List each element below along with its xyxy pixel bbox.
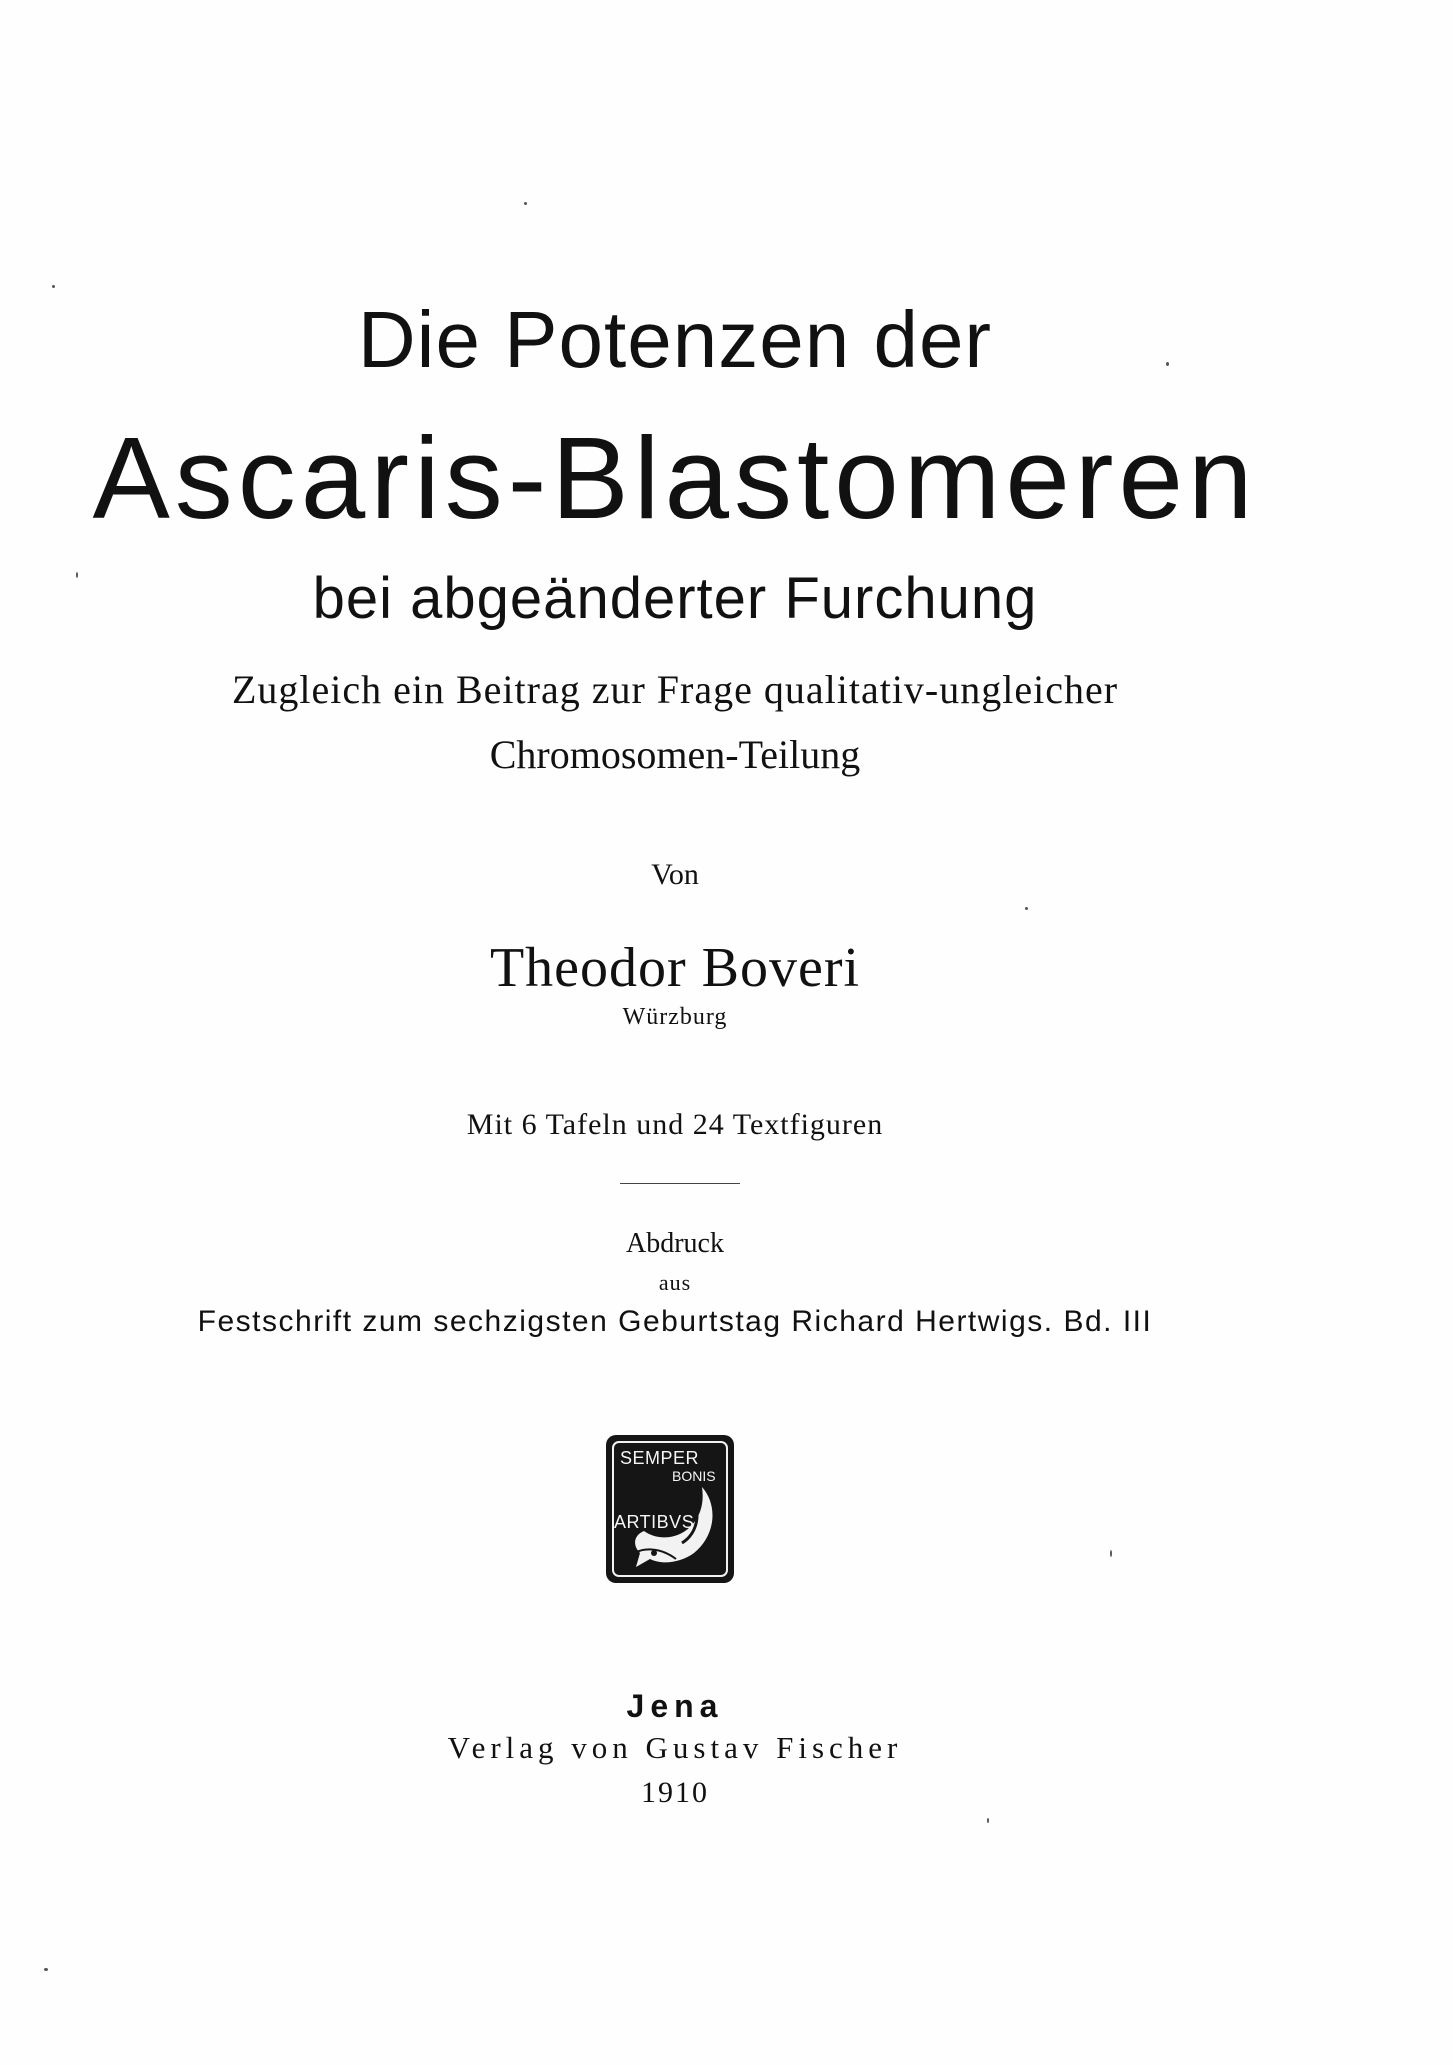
- printer-mark-motto-1: SEMPER: [620, 1448, 700, 1468]
- printer-mark-motto-2: BONIS: [672, 1468, 716, 1484]
- paper-speck: [1110, 1550, 1112, 1557]
- imprint-year: 1910: [641, 1776, 709, 1809]
- printer-mark-motto-3: ARTIBVS: [614, 1512, 695, 1532]
- author-place: Würzburg: [622, 1004, 728, 1030]
- imprint-city: Jena: [626, 1688, 724, 1724]
- divider-rule: [620, 1183, 740, 1184]
- imprint-publisher: Verlag von Gustav Fischer: [447, 1730, 903, 1765]
- reprint-abdruck: Abdruck: [626, 1228, 724, 1259]
- paper-speck: [44, 1968, 48, 1971]
- title-line-1: Die Potenzen der: [357, 295, 993, 384]
- subtitle-line-1: Zugleich ein Beitrag zur Frage qualitativ-ungleicher: [231, 667, 1119, 712]
- paper-speck: [1166, 362, 1169, 366]
- paper-speck: [52, 285, 55, 288]
- byline-von: Von: [651, 858, 699, 891]
- subtitle-line-2: Chromosomen-Teilung: [489, 732, 861, 777]
- figures-note: Mit 6 Tafeln und 24 Textfiguren: [466, 1108, 884, 1141]
- title-line-3: bei abgeänderter Furchung: [312, 566, 1038, 631]
- printer-mark-logo: [606, 1435, 734, 1583]
- author-name: Theodor Boveri: [489, 937, 861, 999]
- paper-speck: [76, 572, 78, 578]
- reprint-aus: aus: [658, 1270, 692, 1295]
- paper-speck: [1025, 907, 1028, 910]
- paper-speck: [987, 1818, 989, 1823]
- reprint-source: Festschrift zum sechzigsten Geburtstag Richard Hertwigs. Bd. III: [197, 1305, 1153, 1338]
- title-main: Ascaris-Blastomeren: [92, 413, 1258, 543]
- paper-speck: [524, 202, 527, 205]
